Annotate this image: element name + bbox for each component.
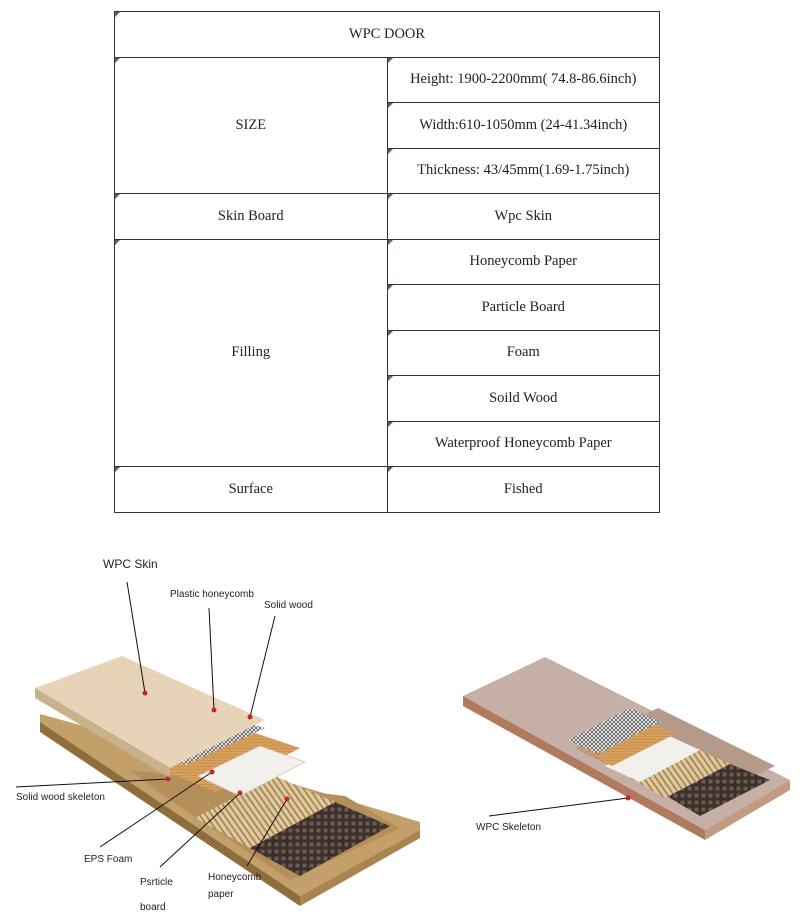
filling-particle-board: Particle Board bbox=[387, 285, 660, 331]
pointer-dot-particle-board bbox=[238, 791, 243, 796]
size-thickness: Thickness: 43/45mm(1.69-1.75inch) bbox=[387, 148, 660, 194]
row-header-surface: Surface bbox=[115, 467, 388, 513]
table-title: WPC DOOR bbox=[115, 12, 660, 58]
label-honeycomb-paper-line2: paper bbox=[208, 889, 234, 900]
label-solid-wood: Solid wood bbox=[264, 600, 313, 611]
pointer-dot-eps-foam bbox=[210, 770, 215, 775]
label-eps-foam: EPS Foam bbox=[84, 854, 133, 865]
filling-waterproof-honeycomb: Waterproof Honeycomb Paper bbox=[387, 421, 660, 467]
size-width: Width:610-1050mm (24-41.34inch) bbox=[387, 103, 660, 149]
label-solid-wood-skeleton: Solid wood skeleton bbox=[16, 792, 105, 803]
pointer-dot-honeycomb-paper bbox=[285, 797, 290, 802]
row-header-skin-board: Skin Board bbox=[115, 194, 388, 240]
pointer-dot-wpc-skin bbox=[143, 691, 148, 696]
row-header-size: SIZE bbox=[115, 57, 388, 194]
spec-table bbox=[114, 11, 660, 513]
pointer-dot-plastic-honeycomb bbox=[212, 708, 217, 713]
filling-solid-wood: Soild Wood bbox=[387, 376, 660, 422]
label-particle-board-line1: Psrticle bbox=[140, 877, 173, 888]
label-plastic-honeycomb: Plastic honeycomb bbox=[170, 589, 254, 600]
skin-board-value: Wpc Skin bbox=[387, 194, 660, 240]
filling-honeycomb-paper: Honeycomb Paper bbox=[387, 239, 660, 285]
row-header-filling: Filling bbox=[115, 239, 388, 467]
pointer-dot-solid-wood bbox=[248, 715, 253, 720]
label-wpc-skin: WPC Skin bbox=[103, 557, 158, 571]
label-particle-board-line2: board bbox=[140, 902, 166, 913]
filling-foam: Foam bbox=[387, 330, 660, 376]
left-door-model bbox=[35, 656, 420, 906]
label-wpc-skeleton: WPC Skeleton bbox=[476, 822, 542, 833]
pointer-dot-skeleton bbox=[166, 777, 171, 782]
door-structure-diagram bbox=[0, 540, 800, 920]
size-height: Height: 1900-2200mm( 74.8-86.6inch) bbox=[387, 57, 660, 103]
label-honeycomb-paper-line1: Honeycomb bbox=[208, 872, 262, 883]
pointer-dot-wpc-skeleton bbox=[626, 796, 631, 801]
surface-value: Fished bbox=[387, 467, 660, 513]
